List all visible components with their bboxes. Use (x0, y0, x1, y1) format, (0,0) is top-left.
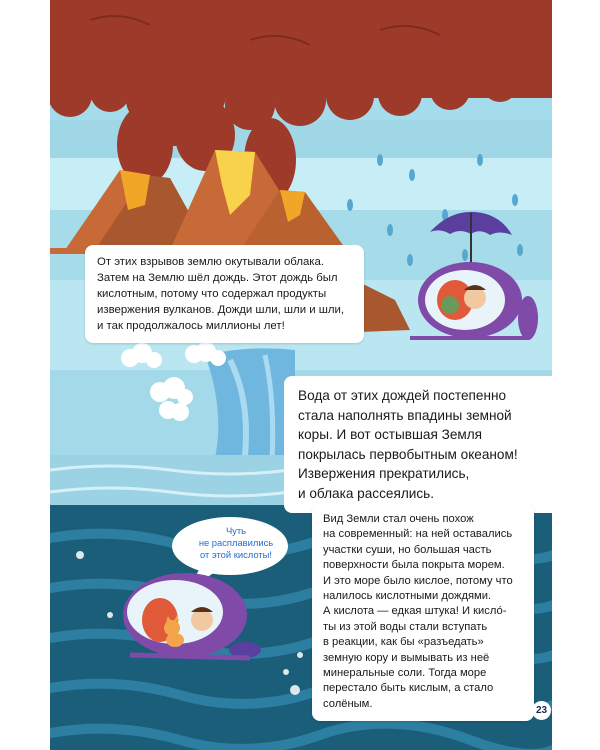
ocean-text: Вода от этих дождей постепенно стала наполнять впадины земной коры. И вот остывшая Земля покрылась первобытным океаном! Извержения прекратились, и облака рассеялись. (298, 388, 518, 501)
clouds-text: От этих взрывов землю окутывали облака. Затем на Землю шёл дождь. Этот дождь был кислотным, потому что содержал продукты извержения вулканов. Дожди шли, шли и шли, и так продолжалось миллионы лет! (97, 256, 345, 332)
page-number: 23 (532, 701, 551, 720)
book-page (50, 0, 552, 750)
text-box-ocean (284, 376, 552, 513)
speech-text: Чуть не расплавились от этой кислоты! (198, 525, 274, 560)
text-box-sea (312, 503, 534, 721)
sea-text: Вид Земли стал очень похож на современный: на ней оставались участки суши, но большая часть поверхности была покрыта морем. И это море было кислое, потому что налилось кислотными дождями. А кислота — едкая штука! И кисло́- ты из этой воды стали вступать в реакции, как бы «разъедать» земную кору и вымывать из неё минеральные соли. Тогда море перестало быть кислым, а стало солёным. (323, 513, 513, 710)
text-box-clouds (85, 245, 364, 343)
